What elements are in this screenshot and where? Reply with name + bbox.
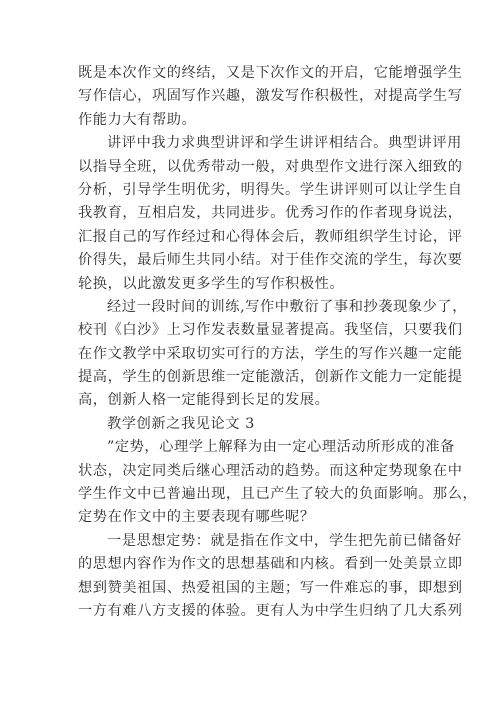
paragraph-start-line: ”定势，心理学上解释为由一定心理活动所形成的准备 — [107, 439, 455, 456]
text-line: 轮换，以此激发更多学生的写作积极性。 — [78, 275, 345, 292]
text-line: 价得失，最后师生共同小结。对于佳作交流的学生，每次要 — [78, 252, 463, 269]
article-body — [78, 62, 478, 623]
text-line: 高，创新人格一定能得到长足的发展。 — [78, 392, 330, 409]
text-line: 我教育，互相启发，共同进步。优秀习作的作者现身说法， — [78, 205, 463, 222]
text-line: 作能力大有帮助。 — [78, 111, 197, 128]
text-line: 分析，引导学生明优劣，明得失。学生讲评则可以让学生自 — [78, 181, 463, 198]
text-line: 汇报自己的写作经过和心得体会后，教师组织学生讨论，评 — [78, 228, 463, 245]
paragraph-start-line: 讲评中我力求典型讲评和学生讲评相结合。典型讲评用 — [107, 135, 462, 152]
text-line: 的思想内容作为作文的思想基础和内核。看到一处美景立即 — [78, 556, 463, 573]
text-line: 学生作文中已普遍出现，且已产生了较大的负面影响。那么， — [78, 486, 478, 503]
text-line: 提高，学生的创新思维一定能激活，创新作文能力一定能提 — [78, 369, 463, 386]
text-line: 一方有难八方支援的体验。更有人为中学生归纳了几大系列 — [78, 602, 463, 619]
section-heading: 教学创新之我见论文 3 — [107, 415, 255, 432]
text-line: 写作信心，巩固写作兴趣，激发写作积极性，对提高学生写 — [78, 88, 463, 105]
text-line: 定势在作文中的主要表现有哪些呢？ — [78, 509, 315, 526]
text-line: 以指导全班，以优秀带动一般，对典型作文进行深入细致的 — [78, 158, 463, 175]
text-line: 既是本次作文的终结，又是下次作文的开启，它能增强学生 — [78, 65, 463, 81]
text-line: 状态，决定同类后继心理活动的趋势。而这种定势现象在中 — [78, 462, 463, 479]
text-line: 在作文教学中采取切实可行的方法，学生的写作兴趣一定能 — [78, 345, 463, 362]
paragraph-start-line: 一是思想定势：就是指在作文中，学生把先前已储备好 — [107, 532, 462, 549]
text-line: 校刊《白沙》上习作发表数量显著提高。我坚信，只要我们 — [78, 322, 463, 339]
paragraph-start-line: 经过一段时间的训练,写作中敷衍了事和抄袭现象少了， — [107, 298, 468, 315]
text-line: 想到赞美祖国、热爱祖国的主题；写一件难忘的事，即想到 — [78, 579, 463, 596]
